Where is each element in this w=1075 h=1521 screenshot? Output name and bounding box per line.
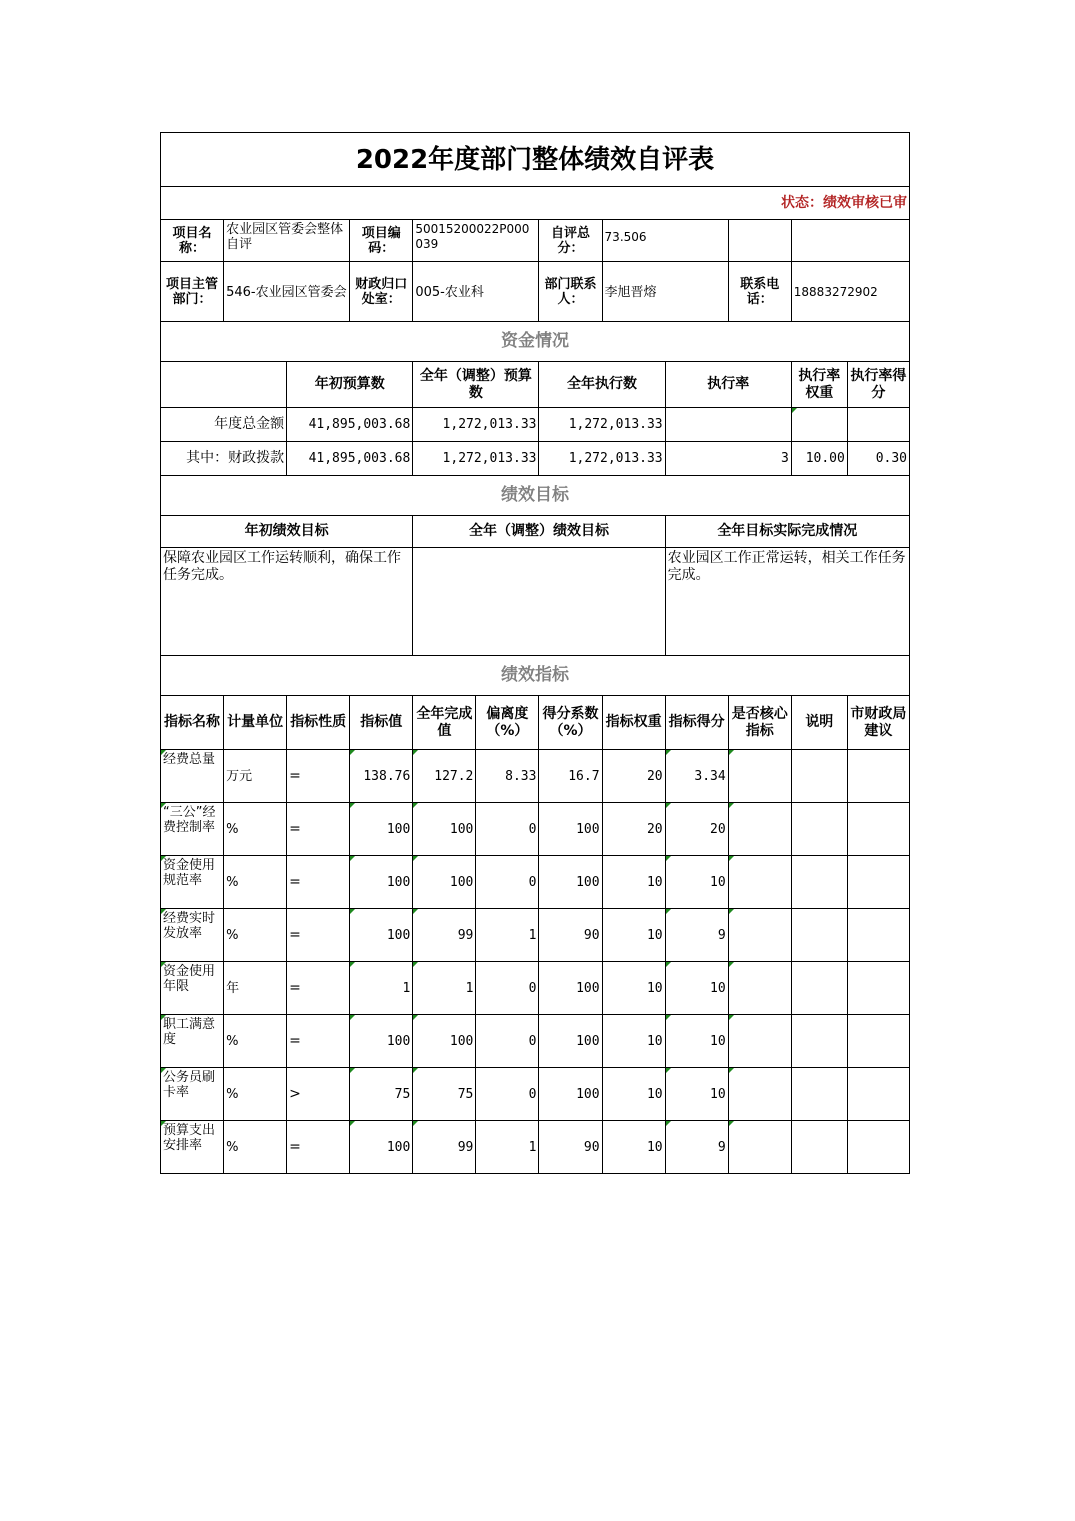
status-text: 状态：绩效审核已审	[161, 187, 910, 220]
ind-deviation: 0	[476, 856, 539, 909]
ind-coef: 90	[539, 909, 602, 962]
ind-advice	[847, 909, 909, 962]
ind-nature: =	[287, 1121, 350, 1174]
finance-value: 005-农业科	[413, 262, 539, 322]
funds-header-rate: 执行率	[665, 362, 791, 408]
ind-weight: 20	[602, 750, 665, 803]
ind-name: 资金使用年限	[161, 962, 224, 1015]
ind-weight: 10	[602, 856, 665, 909]
funds-section-title: 资金情况	[161, 322, 910, 362]
funds-row-rate	[665, 408, 791, 442]
ind-target: 75	[350, 1068, 413, 1121]
goals-section-title: 绩效目标	[161, 476, 910, 516]
ind-nature: >	[287, 1068, 350, 1121]
ind-deviation: 0	[476, 1068, 539, 1121]
funds-row-weight: 10.00	[791, 442, 847, 476]
ind-deviation: 1	[476, 909, 539, 962]
ind-advice	[847, 856, 909, 909]
ind-note	[791, 909, 847, 962]
ind-header-advice: 市财政局建议	[847, 696, 909, 750]
ind-advice	[847, 803, 909, 856]
ind-header-coef: 得分系数（%）	[539, 696, 602, 750]
ind-name: 经费总量	[161, 750, 224, 803]
ind-advice	[847, 1068, 909, 1121]
funds-row-weight	[791, 408, 847, 442]
ind-target: 100	[350, 1121, 413, 1174]
indicators-body	[161, 750, 910, 1174]
blank-cell	[728, 220, 791, 262]
ind-actual: 99	[413, 1121, 476, 1174]
funds-row-initial: 41,895,003.68	[287, 408, 413, 442]
ind-header-score: 指标得分	[665, 696, 728, 750]
ind-nature: =	[287, 962, 350, 1015]
ind-note	[791, 750, 847, 803]
ind-score: 3.34	[665, 750, 728, 803]
ind-header-name: 指标名称	[161, 696, 224, 750]
ind-weight: 10	[602, 1068, 665, 1121]
ind-actual: 100	[413, 1015, 476, 1068]
ind-target: 100	[350, 803, 413, 856]
indicators-section-title: 绩效指标	[161, 656, 910, 696]
ind-score: 10	[665, 962, 728, 1015]
ind-header-nature: 指标性质	[287, 696, 350, 750]
ind-weight: 10	[602, 909, 665, 962]
funds-row-score	[847, 408, 909, 442]
goals-initial-text: 保障农业园区工作运转顺利，确保工作任务完成。	[161, 548, 413, 656]
ind-header-core: 是否核心指标	[728, 696, 791, 750]
ind-unit: %	[224, 1121, 287, 1174]
funds-row-adjusted: 1,272,013.33	[413, 408, 539, 442]
self-score-value: 73.506	[602, 220, 728, 262]
finance-label: 财政归口处室：	[350, 262, 413, 322]
self-evaluation-table	[160, 132, 910, 1174]
contact-label: 部门联系人：	[539, 262, 602, 322]
ind-coef: 90	[539, 1121, 602, 1174]
ind-core	[728, 803, 791, 856]
funds-header-weight: 执行率权重	[791, 362, 847, 408]
ind-advice	[847, 962, 909, 1015]
ind-weight: 10	[602, 1121, 665, 1174]
ind-core	[728, 750, 791, 803]
ind-target: 138.76	[350, 750, 413, 803]
ind-weight: 10	[602, 1015, 665, 1068]
project-name-label: 项目名称：	[161, 220, 224, 262]
indicator-row	[161, 750, 910, 803]
ind-coef: 100	[539, 1068, 602, 1121]
ind-deviation: 0	[476, 1015, 539, 1068]
ind-header-note: 说明	[791, 696, 847, 750]
funds-header-executed: 全年执行数	[539, 362, 665, 408]
ind-coef: 16.7	[539, 750, 602, 803]
indicator-row	[161, 1068, 910, 1121]
self-score-label: 自评总分：	[539, 220, 602, 262]
ind-core	[728, 856, 791, 909]
goals-header-actual: 全年目标实际完成情况	[665, 516, 909, 548]
project-code-value: 50015200022P000039	[413, 220, 539, 262]
indicator-row	[161, 856, 910, 909]
ind-coef: 100	[539, 856, 602, 909]
ind-deviation: 8.33	[476, 750, 539, 803]
funds-header-score: 执行率得分	[847, 362, 909, 408]
ind-name: 预算支出安排率	[161, 1121, 224, 1174]
goals-header-initial: 年初绩效目标	[161, 516, 413, 548]
ind-advice	[847, 750, 909, 803]
ind-header-target: 指标值	[350, 696, 413, 750]
indicator-row	[161, 962, 910, 1015]
ind-score: 9	[665, 909, 728, 962]
ind-unit: 年	[224, 962, 287, 1015]
funds-row-adjusted: 1,272,013.33	[413, 442, 539, 476]
funds-row-initial: 41,895,003.68	[287, 442, 413, 476]
ind-nature: =	[287, 856, 350, 909]
ind-core	[728, 1068, 791, 1121]
funds-header-initial: 年初预算数	[287, 362, 413, 408]
ind-score: 10	[665, 856, 728, 909]
blank-cell	[791, 220, 909, 262]
ind-note	[791, 1068, 847, 1121]
dept-label: 项目主管部门：	[161, 262, 224, 322]
ind-score: 10	[665, 1068, 728, 1121]
ind-score: 9	[665, 1121, 728, 1174]
phone-value: 18883272902	[791, 262, 909, 322]
ind-note	[791, 1121, 847, 1174]
page-title: 2022年度部门整体绩效自评表	[161, 133, 910, 187]
ind-coef: 100	[539, 1015, 602, 1068]
project-code-label: 项目编码：	[350, 220, 413, 262]
ind-actual: 1	[413, 962, 476, 1015]
funds-row-label: 其中：财政拨款	[161, 442, 287, 476]
ind-nature: =	[287, 750, 350, 803]
ind-weight: 20	[602, 803, 665, 856]
ind-actual: 99	[413, 909, 476, 962]
ind-score: 20	[665, 803, 728, 856]
ind-target: 1	[350, 962, 413, 1015]
ind-core	[728, 909, 791, 962]
funds-row-executed: 1,272,013.33	[539, 442, 665, 476]
ind-coef: 100	[539, 962, 602, 1015]
ind-name: 公务员刷卡率	[161, 1068, 224, 1121]
ind-header-actual: 全年完成值	[413, 696, 476, 750]
ind-target: 100	[350, 909, 413, 962]
ind-name: “三公”经费控制率	[161, 803, 224, 856]
phone-label: 联系电话：	[728, 262, 791, 322]
ind-name: 经费实时发放率	[161, 909, 224, 962]
ind-nature: =	[287, 803, 350, 856]
ind-actual: 100	[413, 803, 476, 856]
ind-deviation: 0	[476, 962, 539, 1015]
ind-header-deviation: 偏离度（%）	[476, 696, 539, 750]
ind-unit: %	[224, 1068, 287, 1121]
ind-deviation: 1	[476, 1121, 539, 1174]
ind-score: 10	[665, 1015, 728, 1068]
ind-unit: %	[224, 909, 287, 962]
project-name-value: 农业园区管委会整体自评	[224, 220, 350, 262]
ind-actual: 75	[413, 1068, 476, 1121]
funds-header-adjusted: 全年（调整）预算数	[413, 362, 539, 408]
ind-core	[728, 1121, 791, 1174]
ind-unit: %	[224, 856, 287, 909]
ind-actual: 127.2	[413, 750, 476, 803]
funds-row-executed: 1,272,013.33	[539, 408, 665, 442]
ind-deviation: 0	[476, 803, 539, 856]
indicator-row	[161, 1015, 910, 1068]
ind-unit: %	[224, 1015, 287, 1068]
ind-coef: 100	[539, 803, 602, 856]
ind-name: 职工满意度	[161, 1015, 224, 1068]
ind-nature: =	[287, 909, 350, 962]
ind-note	[791, 962, 847, 1015]
goals-actual-text: 农业园区工作正常运转，相关工作任务完成。	[665, 548, 909, 656]
ind-name: 资金使用规范率	[161, 856, 224, 909]
goals-header-adjusted: 全年（调整）绩效目标	[413, 516, 665, 548]
ind-unit: 万元	[224, 750, 287, 803]
ind-note	[791, 856, 847, 909]
indicator-row	[161, 909, 910, 962]
goals-adjusted-text	[413, 548, 665, 656]
ind-actual: 100	[413, 856, 476, 909]
ind-note	[791, 803, 847, 856]
ind-header-weight: 指标权重	[602, 696, 665, 750]
ind-core	[728, 1015, 791, 1068]
funds-header-blank	[161, 362, 287, 408]
ind-advice	[847, 1121, 909, 1174]
ind-target: 100	[350, 1015, 413, 1068]
funds-row	[161, 408, 910, 442]
indicator-row	[161, 1121, 910, 1174]
ind-header-unit: 计量单位	[224, 696, 287, 750]
ind-unit: %	[224, 803, 287, 856]
funds-row	[161, 442, 910, 476]
contact-value: 李旭晋熔	[602, 262, 728, 322]
funds-row-rate: 3	[665, 442, 791, 476]
dept-value: 546-农业园区管委会	[224, 262, 350, 322]
ind-advice	[847, 1015, 909, 1068]
ind-weight: 10	[602, 962, 665, 1015]
funds-row-label: 年度总金额	[161, 408, 287, 442]
ind-target: 100	[350, 856, 413, 909]
ind-note	[791, 1015, 847, 1068]
indicator-row	[161, 803, 910, 856]
funds-row-score: 0.30	[847, 442, 909, 476]
ind-nature: =	[287, 1015, 350, 1068]
ind-core	[728, 962, 791, 1015]
